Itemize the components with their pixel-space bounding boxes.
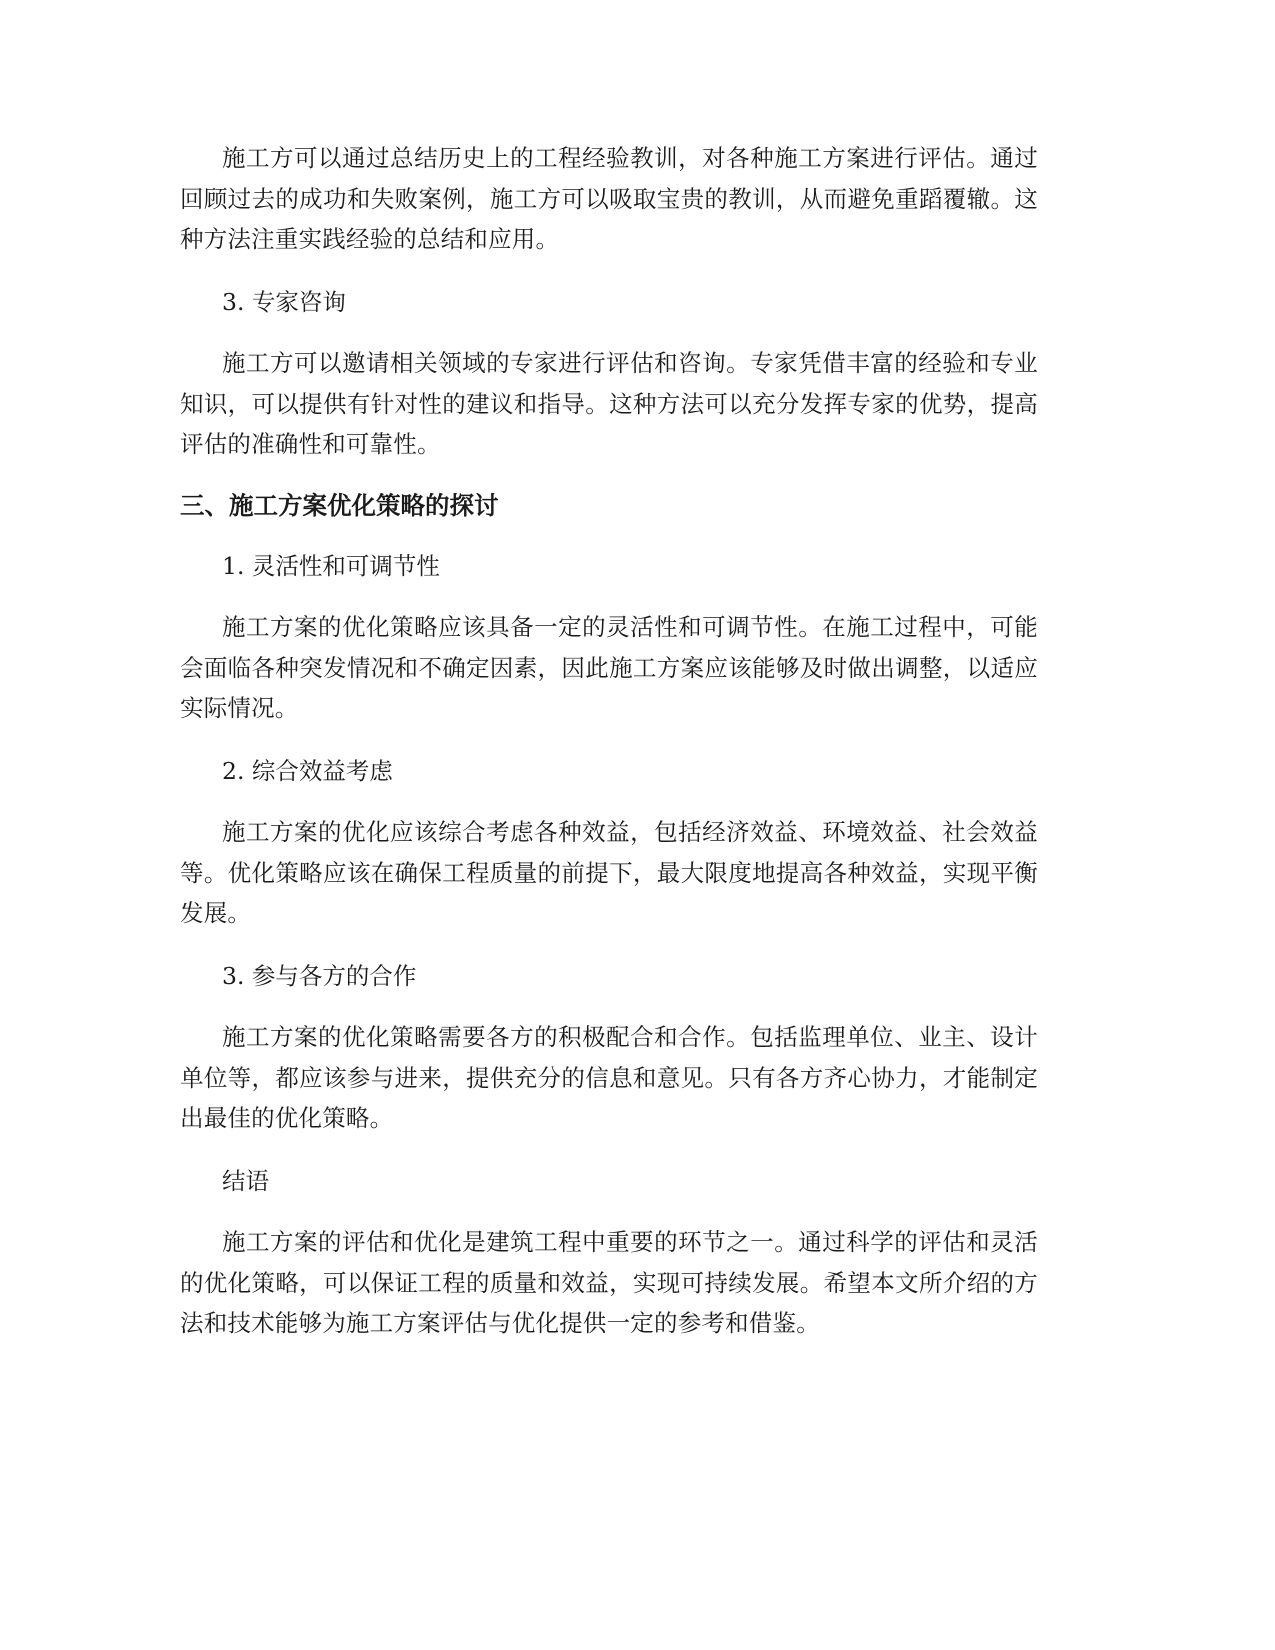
section-heading-optimization-strategy: 三、施工方案优化策略的探讨	[180, 490, 499, 520]
paragraph-flexibility: 施工方案的优化策略应该具备一定的灵活性和可调节性。在施工过程中，可能会面临各种突发情况和不确定因素，因此施工方案应该能够及时做出调整，以适应实际情况。	[180, 613, 1038, 722]
document-page	[180, 138, 1038, 1344]
paragraph-expert-consultation: 施工方可以邀请相关领域的专家进行评估和咨询。专家凭借丰富的经验和专业知识，可以提供有针对性的建议和指导。这种方法可以充分发挥专家的优势，提高评估的准确性和可靠性。	[180, 349, 1038, 458]
paragraph-conclusion: 施工方案的评估和优化是建筑工程中重要的环节之一。通过科学的评估和灵活的优化策略，可以保证工程的质量和效益，实现可持续发展。希望本文所介绍的方法和技术能够为施工方案评估与优化提供一定的参考和借鉴。	[180, 1228, 1038, 1337]
paragraph-experience-review: 施工方可以通过总结历史上的工程经验教训，对各种施工方案进行评估。通过回顾过去的成功和失败案例，施工方可以吸取宝贵的教训，从而避免重蹈覆辙。这种方法注重实践经验的总结和应用。	[180, 144, 1038, 253]
subheading-stakeholder-cooperation: 3. 参与各方的合作	[222, 961, 417, 990]
subheading-conclusion: 结语	[222, 1166, 269, 1195]
paragraph-stakeholder-cooperation: 施工方案的优化策略需要各方的积极配合和合作。包括监理单位、业主、设计单位等，都应该参与进来，提供充分的信息和意见。只有各方齐心协力，才能制定出最佳的优化策略。	[180, 1023, 1038, 1132]
paragraph-comprehensive-benefits: 施工方案的优化应该综合考虑各种效益，包括经济效益、环境效益、社会效益等。优化策略应该在确保工程质量的前提下，最大限度地提高各种效益，实现平衡发展。	[180, 818, 1038, 927]
subheading-comprehensive-benefits: 2. 综合效益考虑	[222, 756, 393, 785]
subheading-flexibility: 1. 灵活性和可调节性	[222, 551, 440, 580]
subheading-expert-consultation: 3. 专家咨询	[222, 287, 346, 316]
